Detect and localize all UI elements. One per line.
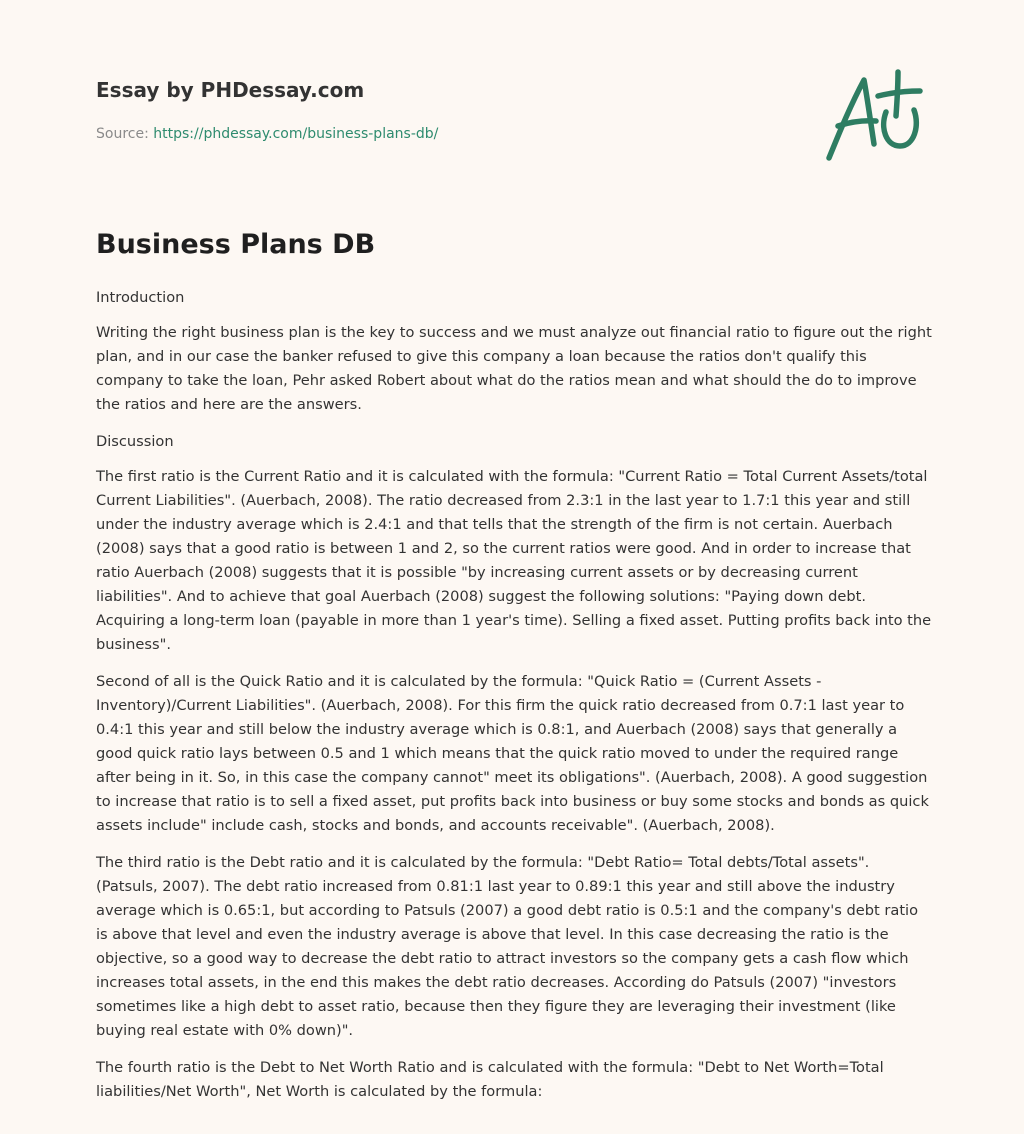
paragraph-current-ratio: The first ratio is the Current Ratio and it is calculated with the formula: "Current Ratio = Total Current Assets/total Current Liabilities". (Auerbach, 2008). The ratio decreased from 2.3:1 in the last year to 1.7:1 this year and still under the industry average which is 2.4:1 and that tells that the strength of the firm is not certain. Auerbach (2008) says that a good ratio is between 1 and 2, so the current ratios were good. And in order to increase that ratio Auerbach (2008) suggests that it is possible "by increasing current assets or by decreasing current liabilities". And to achieve that goal Auerbach (2008) suggest the following solutions: "Paying down debt. Acquiring a long-term loan (payable in more than 1 year's time). Selling a fixed asset. Putting profits back into the business". xyxy=(96,468,932,653)
paragraph-quick-ratio: Second of all is the Quick Ratio and it is calculated by the formula: "Quick Ratio = (Current Assets - Inventory)/Current Liabilities". (Auerbach, 2008). For this firm the quick ratio decreased from 0.7:1 last year to 0.4:1 this year and still below the industry average which is 0.8:1, and Auerbach (2008) says that generally a good quick ratio lays between 0.5 and 1 which means that the quick ratio moved to under the required range after being in it. So, in this case the company cannot" meet its obligations". (Auerbach, 2008). A good suggestion to increase that ratio is to sell a fixed asset, put profits back into business or buy some stocks and bonds as quick assets include" include cash, stocks and bonds, and accounts receivable". (Auerbach, 2008). xyxy=(96,673,929,834)
site-brand: Essay by PHDessay.com xyxy=(96,78,365,102)
source-line xyxy=(96,124,696,144)
essay-body xyxy=(96,286,932,1117)
paragraph-introduction: Writing the right business plan is the key to success and we must analyze out financial ratio to figure out the right plan, and in our case the banker refused to give this company a loan because the ratios don't qualify this company to take the loan, Pehr asked Robert about what do the ratios mean and what should the do to improve the ratios and here are the answers. xyxy=(96,324,932,413)
section-heading-introduction: Introduction xyxy=(96,289,185,306)
source-link[interactable]: https://phdessay.com/business-plans-db/ xyxy=(153,126,439,142)
page-title: Business Plans DB xyxy=(96,229,376,260)
section-heading-discussion: Discussion xyxy=(96,433,174,450)
a-plus-grade-icon xyxy=(820,66,930,166)
paragraph-debt-ratio: The third ratio is the Debt ratio and it is calculated by the formula: "Debt Ratio= Total debts/Total assets". (Patsuls, 2007). The debt ratio increased from 0.81:1 last year to 0.89:1 this year and still above the industry average which is 0.65:1, but according to Patsuls (2007) a good debt ratio is 0.5:1 and the company's debt ratio is above that level and even the industry average is above that level. In this case decreasing the ratio is the objective, so a good way to decrease the debt ratio to attract investors so the company gets a cash flow which increases total assets, in the end this makes the debt ratio decreases. According do Patsuls (2007) "investors sometimes like a high debt to asset ratio, because then they figure they are leveraging their investment (like buying real estate with 0% down)". xyxy=(96,854,919,1039)
paragraph-debt-to-net-worth: The fourth ratio is the Debt to Net Worth Ratio and is calculated with the formula: "Debt to Net Worth=Total liabilities/Net Worth", Net Worth is calculated by the formula: xyxy=(96,1059,884,1100)
source-label: Source: xyxy=(96,126,149,142)
page-header xyxy=(96,76,696,144)
